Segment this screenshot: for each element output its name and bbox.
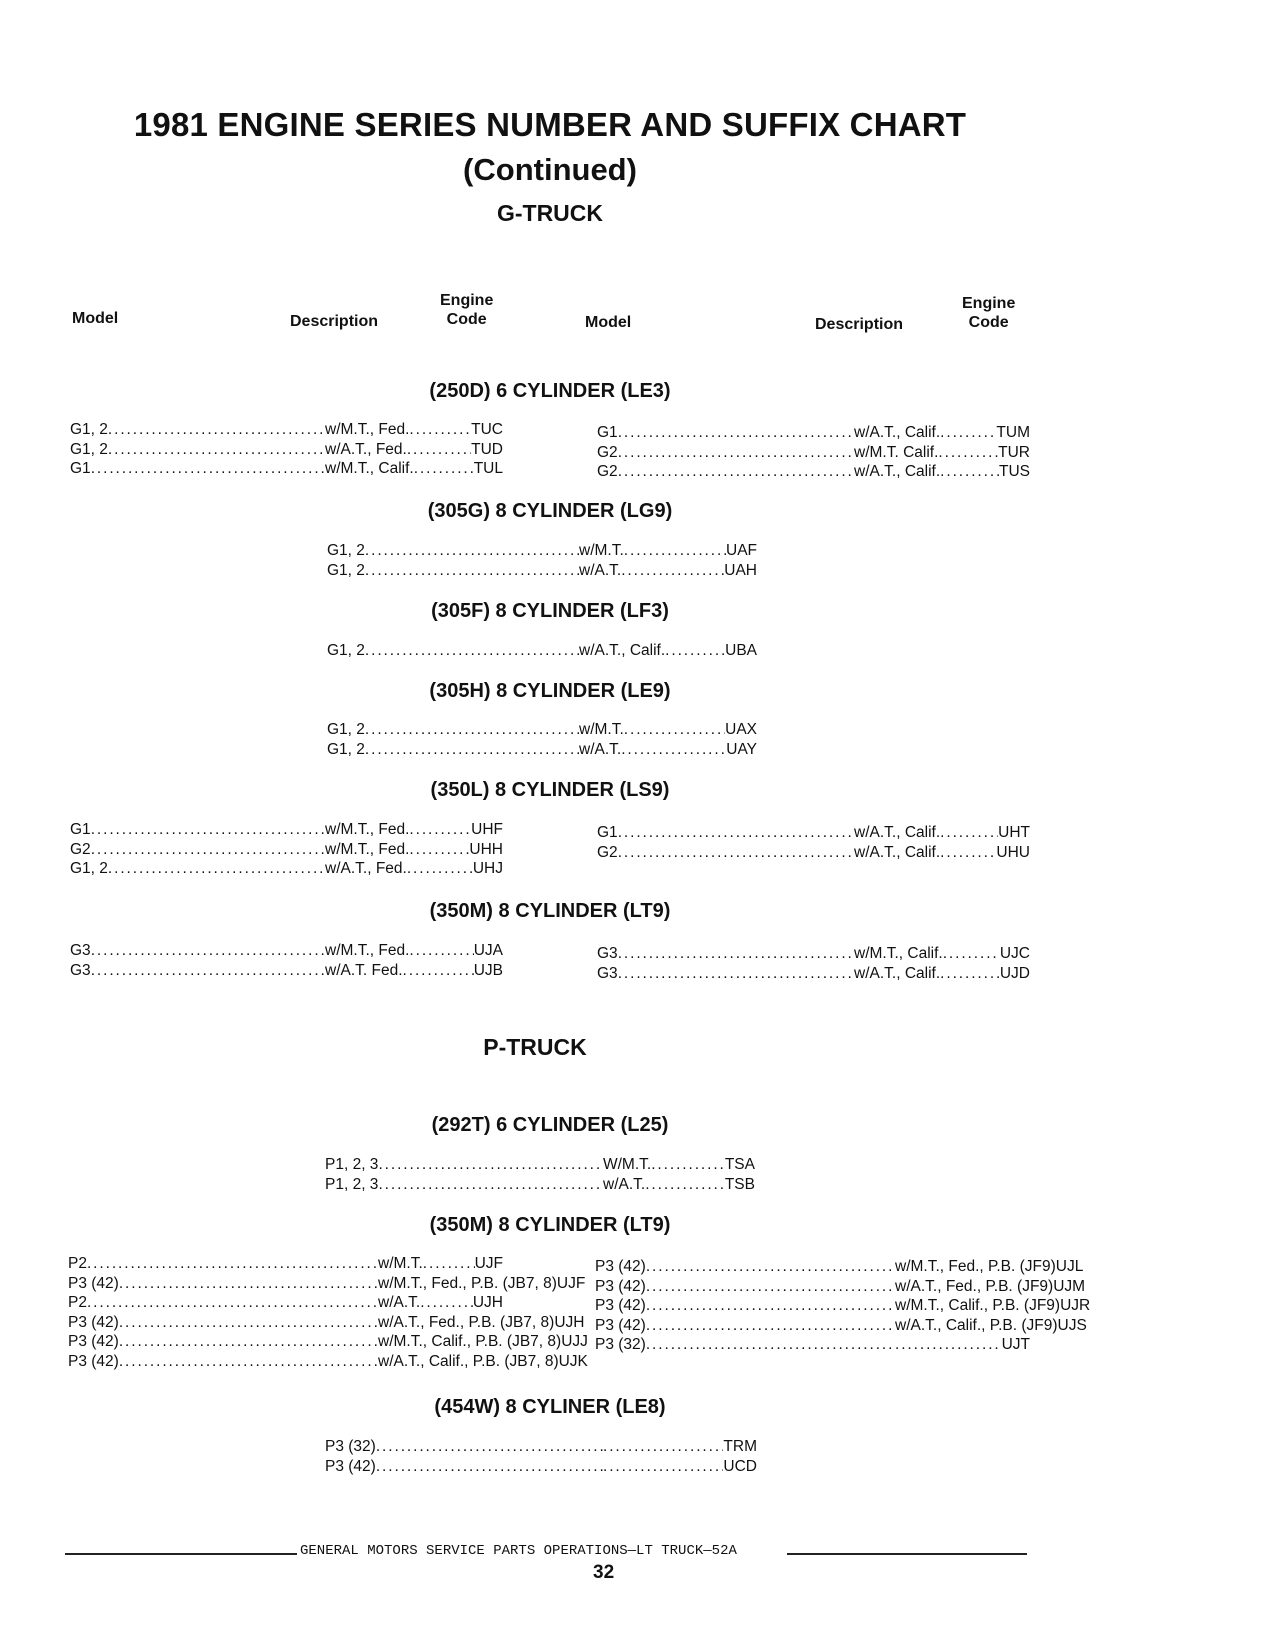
dot-leader [624, 541, 726, 561]
model-cell: G1, 2 [70, 440, 108, 458]
dot-leader [365, 740, 579, 760]
chart-row [597, 462, 1030, 482]
footer-rule-right [787, 1553, 1027, 1555]
header-description-left: Description [290, 313, 379, 330]
header-engine-code-right: Engine Code [962, 295, 1016, 331]
le9-list [327, 720, 757, 759]
chart-row [325, 1155, 755, 1175]
dot-leader [91, 820, 325, 840]
l25-list [325, 1155, 755, 1194]
dot-leader [940, 423, 996, 443]
engine-code-cell: TUS [999, 463, 1030, 480]
dot-leader [940, 964, 1000, 984]
section-title-lt9-g: (350M) 8 CYLINDER (LT9) [429, 900, 671, 922]
description-cell: w/M.T., Fed., P.B. (JF9) [895, 1258, 1056, 1275]
chart-row [597, 823, 1030, 843]
description-cell: w/A.T. [603, 1175, 646, 1193]
header-model-left: Model [72, 310, 119, 327]
description-cell: w/A.T., Calif. [854, 824, 941, 841]
engine-code-cell: UHF [471, 821, 503, 838]
model-cell: G2 [70, 840, 91, 858]
description-cell: w/M.T., Calif., P.B. (JF9) [895, 1297, 1061, 1314]
chart-row [595, 1296, 1091, 1316]
chart-row [70, 420, 503, 440]
dot-leader [414, 459, 474, 479]
engine-code-cell: UJC [999, 945, 1030, 962]
model-cell: G2 [597, 443, 618, 461]
engine-code-cell: TRM [723, 1438, 757, 1455]
description-cell: w/M.T., Fed., P.B. (JB7, 8) [378, 1274, 557, 1292]
description-cell: w/A.T. [579, 561, 622, 579]
ls9-left-list [70, 820, 503, 879]
engine-code-cell: UJM [1053, 1277, 1086, 1295]
dot-leader [378, 1175, 603, 1195]
model-cell: G1 [597, 824, 618, 841]
engine-code-cell: UAX [725, 721, 757, 738]
chart-row [597, 443, 1030, 463]
model-cell: G1 [597, 424, 618, 441]
dot-leader [119, 1332, 378, 1352]
model-cell: P3 (42) [325, 1457, 376, 1475]
chart-row [327, 541, 757, 561]
engine-code-cell: UJH [472, 1294, 503, 1311]
dot-leader [651, 1155, 725, 1175]
model-cell: G1, 2 [327, 721, 365, 738]
engine-code-cell: UAY [726, 740, 757, 758]
dot-leader [409, 941, 473, 961]
page-subtitle: (Continued) [463, 152, 637, 187]
chart-row [325, 1437, 757, 1457]
dot-leader [940, 462, 999, 482]
engine-code-cell: UHJ [472, 860, 503, 877]
engine-code-cell: UJT [1001, 1336, 1030, 1353]
dot-leader [618, 423, 854, 443]
chart-row [70, 840, 503, 860]
dot-leader [645, 1175, 725, 1195]
model-cell: G3 [70, 942, 91, 959]
dot-leader [646, 1277, 895, 1297]
dot-leader [365, 561, 579, 581]
dot-leader [108, 440, 325, 460]
description-cell: w/A.T. [378, 1294, 421, 1311]
dot-leader [618, 462, 854, 482]
dot-leader [409, 840, 469, 860]
engine-code-cell: TUM [996, 424, 1030, 441]
description-cell: w/M.T. [579, 542, 624, 559]
engine-code-cell: TUL [473, 460, 503, 477]
chart-row [597, 964, 1030, 984]
chart-row [70, 459, 503, 479]
dot-leader [409, 820, 471, 840]
footer-rule-left [65, 1553, 297, 1555]
model-cell: G1 [70, 460, 91, 477]
description-cell: w/M.T., Fed. [325, 840, 410, 858]
header-model-right: Model [585, 314, 632, 331]
engine-code-cell: UJJ [561, 1333, 588, 1350]
dot-leader [423, 1254, 475, 1274]
chart-row [68, 1254, 503, 1274]
dot-leader [940, 843, 996, 863]
ls9-right-list [597, 823, 1030, 862]
model-cell: G2 [597, 463, 618, 480]
chart-row [68, 1313, 585, 1333]
engine-code-cell: UAH [724, 561, 757, 579]
le8-list [325, 1437, 757, 1476]
description-cell: w/A.T., Fed. [325, 860, 407, 877]
engine-code-cell: TUD [471, 440, 503, 458]
dot-leader [403, 961, 474, 981]
engine-code-cell: UJK [558, 1352, 588, 1370]
description-cell: w/A.T., Calif., P.B. (JB7, 8) [378, 1352, 559, 1370]
section-title-le8: (454W) 8 CYLINER (LE8) [434, 1396, 666, 1418]
model-cell: P3 (42) [68, 1274, 119, 1292]
description-cell: w/M.T. [378, 1255, 423, 1272]
dot-leader [646, 1257, 895, 1277]
chart-row [68, 1332, 588, 1352]
chart-row [70, 859, 503, 879]
chart-row [70, 961, 503, 981]
dot-leader [409, 420, 471, 440]
dot-leader [91, 459, 325, 479]
chart-row [597, 423, 1030, 443]
engine-code-cell: UJL [1055, 1258, 1084, 1275]
le3-right-list [597, 423, 1030, 482]
dot-leader [365, 641, 579, 661]
lt9-g-right-list [597, 944, 1030, 983]
dot-leader [91, 961, 325, 981]
engine-code-cell: UHT [998, 824, 1030, 841]
dot-leader [365, 720, 579, 740]
dot-leader [895, 1335, 1002, 1355]
model-cell: G3 [70, 961, 91, 979]
g-truck-heading: G-TRUCK [496, 200, 604, 226]
model-cell: G1, 2 [327, 642, 365, 659]
dot-leader [119, 1313, 378, 1333]
dot-leader [87, 1293, 378, 1313]
model-cell: P3 (42) [595, 1277, 646, 1295]
chart-row [327, 641, 757, 661]
model-cell: P3 (42) [595, 1258, 646, 1275]
engine-code-cell: UJD [999, 964, 1030, 982]
dot-leader [108, 859, 325, 879]
dot-leader [940, 823, 998, 843]
description-cell: w/M.T., Fed. [325, 821, 410, 838]
description-cell: w/M.T., Fed. [325, 421, 410, 438]
model-cell: P1, 2, 3 [325, 1175, 379, 1193]
model-cell: P2 [68, 1255, 87, 1272]
engine-code-cell: UJF [474, 1255, 503, 1272]
description-cell: w/M.T., Calif. [325, 460, 414, 477]
dot-leader [618, 964, 854, 984]
p-truck-heading: P-TRUCK [483, 1034, 587, 1060]
chart-row [68, 1274, 586, 1294]
dot-leader [618, 443, 854, 463]
dot-leader [618, 944, 854, 964]
engine-code-cell: TUC [471, 421, 503, 438]
model-cell: P3 (32) [325, 1438, 376, 1455]
chart-row [70, 941, 503, 961]
model-cell: G1, 2 [327, 561, 365, 579]
section-title-l25: (292T) 6 CYLINDER (L25) [431, 1114, 669, 1136]
engine-code-cell: TSB [724, 1175, 755, 1193]
dot-leader [407, 859, 473, 879]
model-cell: P3 (42) [68, 1313, 119, 1331]
section-title-le9: (305H) 8 CYLINDER (LE9) [429, 680, 671, 702]
dot-leader [943, 944, 1000, 964]
dot-leader [621, 740, 726, 760]
dot-leader [407, 440, 471, 460]
model-cell: G1, 2 [327, 740, 365, 758]
le3-left-list [70, 420, 503, 479]
dot-leader [618, 823, 854, 843]
model-cell: G3 [597, 964, 618, 982]
engine-code-cell: UHU [996, 843, 1030, 861]
header-engine-code-left: Engine Code [440, 292, 494, 328]
engine-code-cell: UJH [554, 1313, 585, 1331]
section-title-lt9-p: (350M) 8 CYLINDER (LT9) [429, 1214, 671, 1236]
chart-row [597, 843, 1030, 863]
lt9-g-left-list [70, 941, 503, 980]
description-cell: w/A.T. Fed. [325, 961, 403, 979]
dot-leader [646, 1296, 895, 1316]
chart-row [70, 820, 503, 840]
dot-leader [376, 1437, 603, 1457]
description-cell: w/A.T., Calif., P.B. (JF9) [895, 1316, 1058, 1334]
lt9-p-left-list [68, 1254, 588, 1371]
page-title: 1981 ENGINE SERIES NUMBER AND SUFFIX CHART [133, 106, 967, 143]
dot-leader [91, 840, 325, 860]
description-cell: w/A.T., Calif. [854, 843, 941, 861]
dot-leader [646, 1316, 895, 1336]
description-cell: w/A.T., Calif. [854, 463, 941, 480]
chart-row [327, 740, 757, 760]
lg9-list [327, 541, 757, 580]
model-cell: P3 (32) [595, 1336, 646, 1353]
engine-code-cell: TSA [724, 1156, 755, 1173]
engine-code-cell: TUR [998, 443, 1030, 461]
engine-code-cell: UJF [556, 1274, 586, 1292]
page-number: 32 [593, 1562, 615, 1583]
description-cell: w/A.T., Fed., P.B. (JB7, 8) [378, 1313, 555, 1331]
engine-code-cell: UCD [723, 1457, 757, 1475]
chart-row [595, 1277, 1086, 1297]
chart-row [327, 720, 757, 740]
description-cell: w/A.T., Calif. [854, 964, 941, 982]
dot-leader [621, 561, 724, 581]
model-cell: P2 [68, 1294, 87, 1311]
dot-leader [624, 720, 725, 740]
description-cell: W/M.T. [603, 1156, 652, 1173]
dot-leader [603, 1457, 723, 1477]
lf3-list [327, 641, 757, 661]
section-title-le3: (250D) 6 CYLINDER (LE3) [429, 380, 671, 402]
dot-leader [91, 941, 325, 961]
engine-code-cell: UBA [725, 642, 757, 659]
engine-code-cell: UJS [1057, 1316, 1087, 1334]
engine-code-cell: UHH [469, 840, 503, 858]
dot-leader [119, 1352, 378, 1372]
section-title-lf3: (305F) 8 CYLINDER (LF3) [431, 600, 669, 622]
model-cell: G1, 2 [70, 860, 108, 877]
dot-leader [665, 641, 725, 661]
section-title-ls9: (350L) 8 CYLINDER (LS9) [430, 779, 670, 801]
dot-leader [365, 541, 579, 561]
chart-row [68, 1352, 588, 1372]
dot-leader [376, 1457, 603, 1477]
description-cell: w/A.T., Fed. [325, 440, 407, 458]
description-cell: w/M.T. [579, 721, 624, 738]
chart-row [597, 944, 1030, 964]
chart-row [595, 1335, 1030, 1355]
lt9-p-right-list [595, 1257, 1091, 1355]
chart-row [595, 1316, 1087, 1336]
model-cell: P3 (42) [595, 1297, 646, 1314]
description-cell: w/A.T., Calif. [854, 424, 941, 441]
model-cell: G1 [70, 821, 91, 838]
model-cell: P3 (42) [68, 1333, 119, 1350]
description-cell: w/A.T., Calif. [579, 642, 666, 659]
dot-leader [119, 1274, 378, 1294]
model-cell: P1, 2, 3 [325, 1156, 379, 1173]
chart-row [68, 1293, 503, 1313]
description-cell: w/A.T., Fed., P.B. (JF9) [895, 1277, 1054, 1295]
chart-row [70, 440, 503, 460]
description-cell: w/M.T., Calif. [854, 945, 943, 962]
dot-leader [938, 443, 998, 463]
engine-code-cell: UJR [1060, 1297, 1091, 1314]
model-cell: G1, 2 [70, 421, 108, 438]
engine-code-cell: UJA [473, 942, 503, 959]
dot-leader [87, 1254, 378, 1274]
footer-text: GENERAL MOTORS SERVICE PARTS OPERATIONS—LT TRUCK—52A [300, 1543, 737, 1559]
engine-code-cell: UAF [726, 542, 757, 559]
model-cell: P3 (42) [68, 1352, 119, 1370]
dot-leader [646, 1335, 895, 1355]
dot-leader [378, 1155, 603, 1175]
dot-leader [618, 843, 854, 863]
dot-leader [603, 1437, 723, 1457]
model-cell: P3 (42) [595, 1316, 646, 1334]
header-description-right: Description [815, 316, 904, 333]
description-cell: w/M.T., Fed. [325, 942, 410, 959]
chart-row [325, 1175, 755, 1195]
engine-code-cell: UJB [473, 961, 503, 979]
dot-leader [108, 420, 325, 440]
model-cell: G2 [597, 843, 618, 861]
chart-row [325, 1457, 757, 1477]
description-cell: w/M.T. Calif. [854, 443, 939, 461]
chart-row [595, 1257, 1084, 1277]
description-cell: w/M.T., Calif., P.B. (JB7, 8) [378, 1333, 562, 1350]
model-cell: G1, 2 [327, 542, 365, 559]
chart-row [327, 561, 757, 581]
description-cell: w/A.T. [579, 740, 622, 758]
model-cell: G3 [597, 945, 618, 962]
section-title-lg9: (305G) 8 CYLINDER (LG9) [427, 500, 673, 522]
dot-leader [420, 1293, 473, 1313]
